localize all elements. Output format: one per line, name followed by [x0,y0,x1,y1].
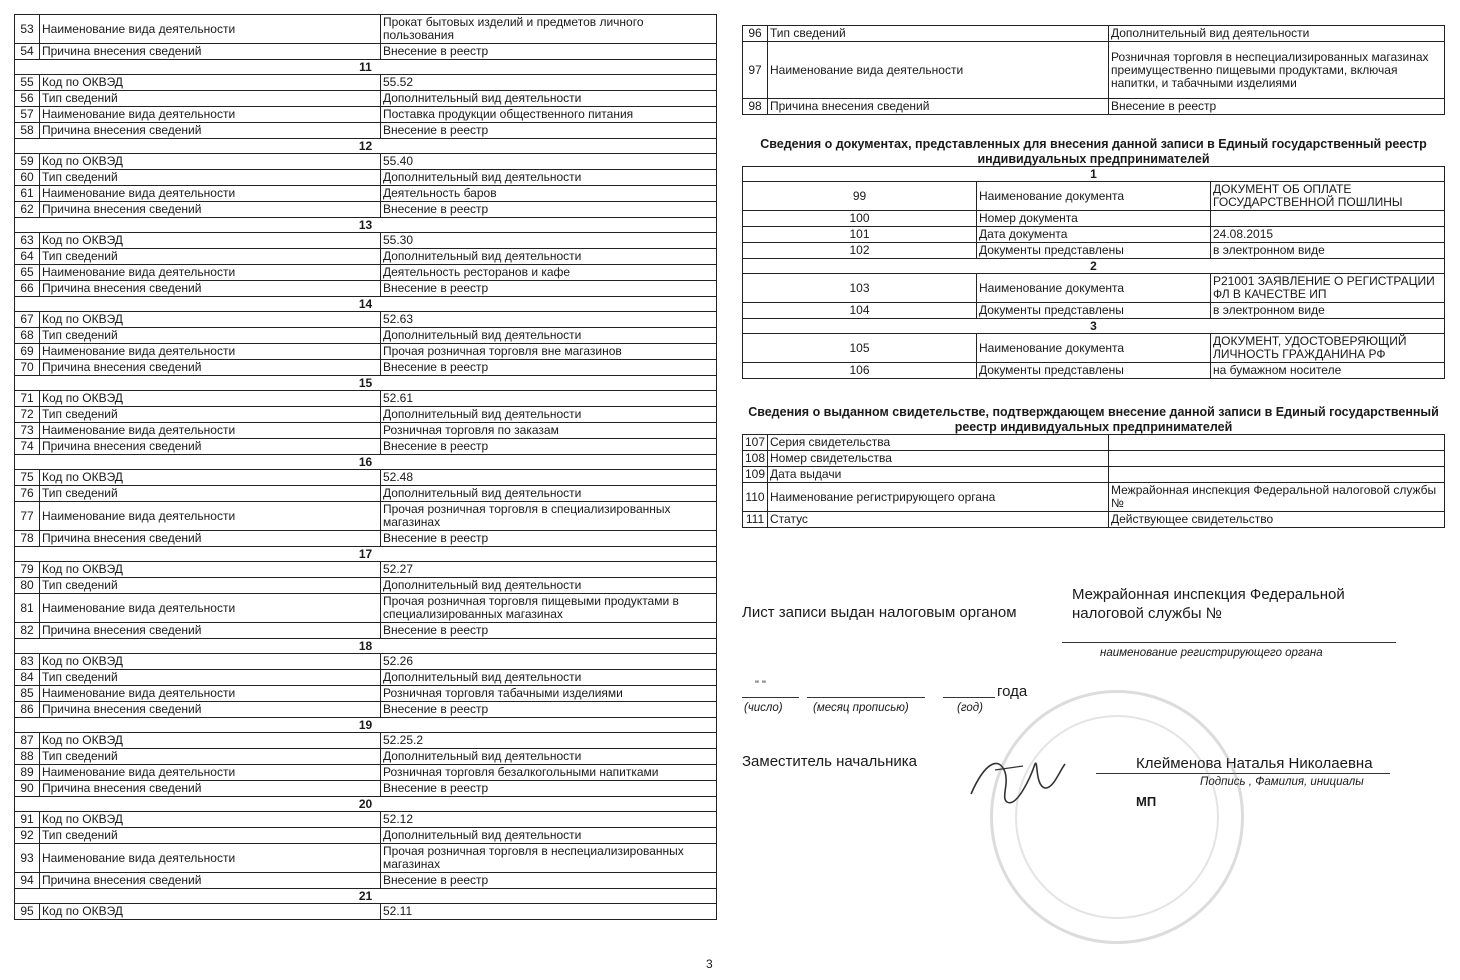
row-number: 91 [15,812,40,828]
row-number: 71 [15,391,40,407]
group-number: 12 [15,139,717,154]
row-label: Код по ОКВЭД [40,233,381,249]
row-number: 63 [15,233,40,249]
row-label: Код по ОКВЭД [40,391,381,407]
row-label: Тип сведений [40,328,381,344]
table-row [743,211,1445,227]
row-number: 70 [15,360,40,376]
row-number: 72 [15,407,40,423]
row-number: 83 [15,654,40,670]
row-number: 86 [15,702,40,718]
row-value: 55.30 [381,233,717,249]
group-header-row [743,167,1445,182]
row-number: 80 [15,578,40,594]
row-number: 54 [15,44,40,60]
row-label: Документы представлены [977,363,1211,379]
row-label: Причина внесения сведений [40,781,381,797]
row-value: Внесение в реестр [381,702,717,718]
row-label: Причина внесения сведений [40,531,381,547]
date-day-line [742,697,799,698]
table-row [743,363,1445,379]
table-row [15,407,717,423]
row-label: Тип сведений [40,749,381,765]
group-header-row [15,455,717,470]
row-label: Тип сведений [40,170,381,186]
table-row [15,328,717,344]
certificate-heading: Сведения о выданном свидетельстве, подтверждающем внесение данной записи в Единый государственный реестр индивидуальных предпринимателей [748,405,1439,434]
table-row [15,360,717,376]
row-value: ДОКУМЕНТ ОБ ОПЛАТЕ ГОСУДАРСТВЕННОЙ ПОШЛИНЫ [1211,182,1445,211]
row-label: Дата выдачи [768,467,1109,483]
row-value: на бумажном носителе [1211,363,1445,379]
row-value: Внесение в реестр [381,781,717,797]
table-row [743,26,1445,42]
date-month-line [807,697,925,698]
group-number: 14 [15,297,717,312]
row-label: Наименование вида деятельности [40,186,381,202]
row-label: Код по ОКВЭД [40,654,381,670]
table-row [15,654,717,670]
row-number: 57 [15,107,40,123]
row-value: Дополнительный вид деятельности [1109,26,1445,42]
row-number: 85 [15,686,40,702]
row-number: 77 [15,502,40,531]
row-number: 102 [743,243,977,259]
row-number: 65 [15,265,40,281]
row-value [1109,435,1445,451]
row-value [1211,211,1445,227]
group-number: 11 [15,60,717,75]
signer-name: Клейменова Наталья Николаевна [1136,755,1373,772]
table-row [15,623,717,639]
table-row [743,512,1445,528]
row-label: Код по ОКВЭД [40,75,381,91]
row-label: Код по ОКВЭД [40,154,381,170]
row-number: 98 [743,99,768,115]
row-number: 95 [15,904,40,920]
row-value: Дополнительный вид деятельности [381,670,717,686]
row-label: Серия свидетельства [768,435,1109,451]
table-row [15,423,717,439]
row-label: Наименование документа [977,334,1211,363]
signer-caption: Подпись , Фамилия, инициалы [1200,776,1364,788]
table-row [743,99,1445,115]
row-value [1109,467,1445,483]
table-row [743,42,1445,99]
row-number: 56 [15,91,40,107]
row-value: Внесение в реестр [1109,99,1445,115]
row-value: 52.25.2 [381,733,717,749]
row-value: в электронном виде [1211,243,1445,259]
row-number: 55 [15,75,40,91]
row-number: 88 [15,749,40,765]
row-value: Внесение в реестр [381,623,717,639]
row-label: Тип сведений [40,670,381,686]
group-number: 21 [15,889,717,904]
row-value: Внесение в реестр [381,439,717,455]
row-value: Розничная торговля по заказам [381,423,717,439]
row-number: 111 [743,512,768,528]
row-value: Деятельность ресторанов и кафе [381,265,717,281]
row-label: Причина внесения сведений [40,873,381,889]
table-row [743,435,1445,451]
row-number: 110 [743,483,768,512]
table-row [743,227,1445,243]
activities-table-continued-body [743,26,1445,115]
group-number: 2 [743,259,1445,274]
table-row [15,154,717,170]
row-number: 92 [15,828,40,844]
row-value: 52.63 [381,312,717,328]
row-number: 97 [743,42,768,99]
row-label: Номер документа [977,211,1211,227]
row-value: Р21001 ЗАЯВЛЕНИЕ О РЕГИСТРАЦИИ ФЛ В КАЧЕСТВЕ ИП [1211,274,1445,303]
certificate-table [742,434,1445,528]
documents-heading: Сведения о документах, представленных для внесения данной записи в Единый государственный реестр индивидуальных предпринимателей [760,137,1427,166]
row-number: 78 [15,531,40,547]
group-number: 18 [15,639,717,654]
date-caption-month: (месяц прописью) [813,702,909,714]
row-number: 79 [15,562,40,578]
row-label: Тип сведений [40,578,381,594]
table-row [743,483,1445,512]
row-label: Наименование вида деятельности [40,107,381,123]
table-row [15,733,717,749]
row-label: Причина внесения сведений [40,202,381,218]
issued-by-label: Лист записи выдан налоговым органом [742,604,1017,621]
seal-label: МП [1136,794,1157,809]
row-label: Наименование документа [977,182,1211,211]
date-year-line [943,697,995,698]
row-label: Наименование вида деятельности [40,423,381,439]
table-row [15,502,717,531]
row-value: Внесение в реестр [381,360,717,376]
table-row [15,765,717,781]
row-value: Межрайонная инспекция Федеральной налоговой службы № [1109,483,1445,512]
table-row [743,243,1445,259]
row-value: Дополнительный вид деятельности [381,249,717,265]
row-number: 81 [15,594,40,623]
table-row [15,828,717,844]
row-number: 53 [15,15,40,44]
row-label: Наименование вида деятельности [40,686,381,702]
row-value: Дополнительный вид деятельности [381,328,717,344]
row-value: 24.08.2015 [1211,227,1445,243]
row-label: Код по ОКВЭД [40,733,381,749]
official-seal [990,690,1244,944]
group-number: 15 [15,376,717,391]
row-label: Статус [768,512,1109,528]
row-number: 75 [15,470,40,486]
row-label: Тип сведений [40,91,381,107]
row-label: Код по ОКВЭД [40,470,381,486]
row-value [1109,451,1445,467]
table-row [15,470,717,486]
row-number: 99 [743,182,977,211]
row-value: 52.11 [381,904,717,920]
table-row [15,15,717,44]
row-value: ДОКУМЕНТ, УДОСТОВЕРЯЮЩИЙ ЛИЧНОСТЬ ГРАЖДАНИНА РФ [1211,334,1445,363]
row-value: Прочая розничная торговля пищевыми продуктами в специализированных магазинах [381,594,717,623]
row-label: Наименование вида деятельности [768,42,1109,99]
row-label: Причина внесения сведений [40,623,381,639]
table-row [15,265,717,281]
row-label: Причина внесения сведений [40,44,381,60]
row-number: 62 [15,202,40,218]
table-row [15,531,717,547]
row-label: Документы представлены [977,243,1211,259]
row-value: 52.12 [381,812,717,828]
row-number: 107 [743,435,768,451]
row-number: 101 [743,227,977,243]
authority-line-2: налоговой службы № [1072,605,1222,622]
activities-table [14,14,717,920]
row-value: в электронном виде [1211,303,1445,319]
authority-caption: наименование регистрирующего органа [1100,647,1323,659]
row-value: Внесение в реестр [381,873,717,889]
row-label: Код по ОКВЭД [40,312,381,328]
row-number: 68 [15,328,40,344]
date-caption-day: (число) [744,702,783,714]
group-number: 13 [15,218,717,233]
table-row [743,274,1445,303]
certificate-table-body [743,435,1445,528]
row-number: 74 [15,439,40,455]
table-row [15,123,717,139]
table-row [15,812,717,828]
row-value: Внесение в реестр [381,281,717,297]
row-number: 89 [15,765,40,781]
row-label: Тип сведений [768,26,1109,42]
row-number: 100 [743,211,977,227]
table-row [743,467,1445,483]
group-number: 3 [743,319,1445,334]
table-row [743,303,1445,319]
row-number: 93 [15,844,40,873]
row-value: Дополнительный вид деятельности [381,486,717,502]
row-number: 60 [15,170,40,186]
row-value: Действующее свидетельство [1109,512,1445,528]
row-value: Прокат бытовых изделий и предметов личного пользования [381,15,717,44]
activities-table-body [15,15,717,920]
row-number: 82 [15,623,40,639]
row-number: 87 [15,733,40,749]
row-value: Деятельность баров [381,186,717,202]
group-number: 19 [15,718,717,733]
table-row [15,702,717,718]
table-row [15,562,717,578]
table-row [15,844,717,873]
table-row [15,44,717,60]
row-number: 76 [15,486,40,502]
row-value: Прочая розничная торговля вне магазинов [381,344,717,360]
table-row [15,578,717,594]
row-label: Причина внесения сведений [40,702,381,718]
row-label: Причина внесения сведений [40,123,381,139]
table-row [15,170,717,186]
row-number: 67 [15,312,40,328]
row-value: 55.40 [381,154,717,170]
authority-underline [1062,642,1396,643]
row-value: Дополнительный вид деятельности [381,170,717,186]
documents-table [742,166,1445,379]
table-row [15,233,717,249]
row-label: Тип сведений [40,828,381,844]
activities-table-continued [742,25,1445,115]
group-header-row [15,797,717,812]
row-value: Дополнительный вид деятельности [381,578,717,594]
row-value: Внесение в реестр [381,531,717,547]
group-number: 1 [743,167,1445,182]
row-label: Номер свидетельства [768,451,1109,467]
row-label: Код по ОКВЭД [40,562,381,578]
row-label: Наименование вида деятельности [40,594,381,623]
row-value: 52.48 [381,470,717,486]
row-label: Тип сведений [40,407,381,423]
row-label: Наименование вида деятельности [40,502,381,531]
row-label: Причина внесения сведений [40,439,381,455]
row-number: 106 [743,363,977,379]
row-number: 66 [15,281,40,297]
table-row [15,75,717,91]
table-row [15,312,717,328]
row-label: Причина внесения сведений [768,99,1109,115]
row-number: 58 [15,123,40,139]
table-row [743,334,1445,363]
table-row [15,749,717,765]
table-row [743,451,1445,467]
authority-line-1: Межрайонная инспекция Федеральной [1072,586,1345,603]
table-row [15,249,717,265]
group-number: 16 [15,455,717,470]
row-number: 94 [15,873,40,889]
row-value: 52.27 [381,562,717,578]
row-value: 55.52 [381,75,717,91]
row-label: Тип сведений [40,486,381,502]
table-row [15,107,717,123]
table-row [15,781,717,797]
signature-mark [965,742,1075,814]
row-number: 105 [743,334,977,363]
group-header-row [15,889,717,904]
group-header-row [15,547,717,562]
row-value: Поставка продукции общественного питания [381,107,717,123]
row-value: Прочая розничная торговля в специализированных магазинах [381,502,717,531]
date-year-word: года [997,683,1028,700]
row-label: Наименование вида деятельности [40,844,381,873]
date-quotes: " " [755,679,766,691]
group-header-row [743,319,1445,334]
table-row [15,281,717,297]
row-label: Наименование вида деятельности [40,344,381,360]
group-header-row [15,718,717,733]
row-value: Внесение в реестр [381,202,717,218]
row-value: Розничная торговля табачными изделиями [381,686,717,702]
row-value: Дополнительный вид деятельности [381,828,717,844]
table-row [15,91,717,107]
table-row [15,344,717,360]
group-header-row [743,259,1445,274]
row-number: 69 [15,344,40,360]
row-value: 52.61 [381,391,717,407]
table-row [15,391,717,407]
date-caption-year: (год) [957,702,983,714]
table-row [15,202,717,218]
row-number: 73 [15,423,40,439]
row-label: Код по ОКВЭД [40,812,381,828]
table-row [15,186,717,202]
row-value: Розничная торговля безалкогольными напитками [381,765,717,781]
row-number: 108 [743,451,768,467]
table-row [15,486,717,502]
group-header-row [15,60,717,75]
row-label: Тип сведений [40,249,381,265]
row-label: Код по ОКВЭД [40,904,381,920]
row-number: 104 [743,303,977,319]
row-label: Наименование регистрирующего органа [768,483,1109,512]
row-number: 61 [15,186,40,202]
row-value: 52.26 [381,654,717,670]
group-number: 17 [15,547,717,562]
row-label: Наименование документа [977,274,1211,303]
documents-table-body [743,167,1445,379]
row-label: Дата документа [977,227,1211,243]
table-row [15,904,717,920]
row-label: Причина внесения сведений [40,360,381,376]
row-number: 109 [743,467,768,483]
row-number: 103 [743,274,977,303]
table-row [743,182,1445,211]
group-number: 20 [15,797,717,812]
table-row [15,439,717,455]
row-value: Внесение в реестр [381,123,717,139]
row-label: Причина внесения сведений [40,281,381,297]
row-value: Дополнительный вид деятельности [381,749,717,765]
group-header-row [15,376,717,391]
group-header-row [15,218,717,233]
row-number: 90 [15,781,40,797]
table-row [15,686,717,702]
row-label: Наименование вида деятельности [40,15,381,44]
group-header-row [15,297,717,312]
signer-position: Заместитель начальника [742,753,918,770]
row-number: 96 [743,26,768,42]
table-row [15,594,717,623]
row-number: 64 [15,249,40,265]
page-number: 3 [706,957,713,971]
row-label: Наименование вида деятельности [40,765,381,781]
row-number: 84 [15,670,40,686]
row-value: Дополнительный вид деятельности [381,407,717,423]
row-number: 59 [15,154,40,170]
row-value: Дополнительный вид деятельности [381,91,717,107]
row-label: Наименование вида деятельности [40,265,381,281]
row-value: Прочая розничная торговля в неспециализированных магазинах [381,844,717,873]
row-value: Розничная торговля в неспециализированных магазинах преимущественно пищевыми продуктами, включая напитки, и табачными изделиями [1109,42,1445,99]
group-header-row [15,139,717,154]
table-row [15,670,717,686]
row-value: Внесение в реестр [381,44,717,60]
row-label: Документы представлены [977,303,1211,319]
table-row [15,873,717,889]
group-header-row [15,639,717,654]
